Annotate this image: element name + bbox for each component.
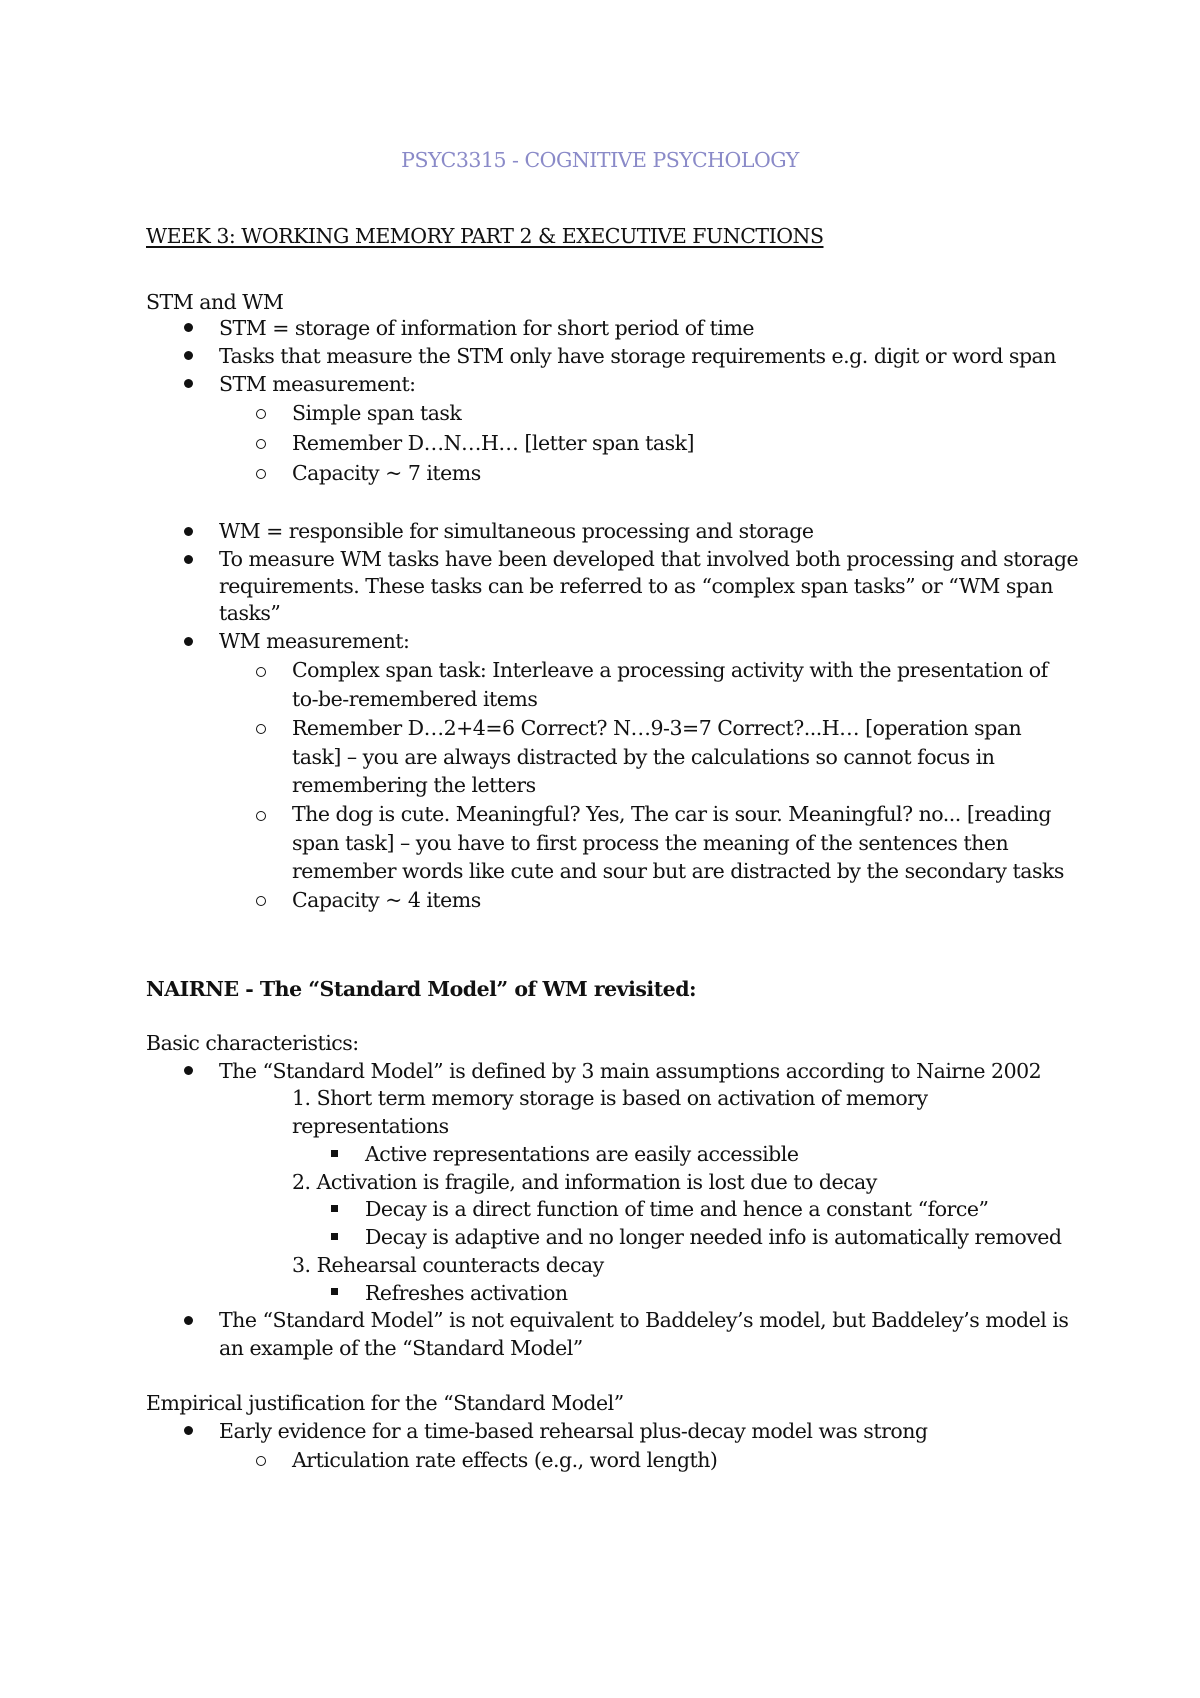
bullet-icon (184, 1426, 193, 1435)
wm-sub-line: Remember D…2+4=6 Correct? N…9-3=7 Correct?...H… [operation span (292, 716, 1022, 740)
stm-wm-heading: STM and WM (146, 290, 284, 314)
stm-bullet: STM = storage of information for short period of time (219, 316, 755, 340)
sub-bullet-icon (256, 667, 266, 677)
wm-bullet-line: tasks” (219, 601, 281, 625)
basic-characteristics-heading: Basic characteristics: (146, 1031, 359, 1055)
sub-bullet-icon (256, 1456, 266, 1466)
assumption-sub-item: Decay is a direct function of time and hence a constant “force” (365, 1197, 989, 1221)
bullet-icon (184, 555, 193, 564)
sub-bullet-icon (256, 896, 266, 906)
square-bullet-icon (331, 1233, 338, 1240)
square-bullet-icon (331, 1205, 338, 1212)
empirical-heading: Empirical justification for the “Standard Model” (146, 1391, 624, 1415)
bullet-icon (184, 637, 193, 646)
assumption-sub-item: Active representations are easily accessible (365, 1142, 799, 1166)
nairne-bullet-line: The “Standard Model” is not equivalent to Baddeley’s model, but Baddeley’s model is (219, 1308, 1069, 1332)
course-title: PSYC3315 - COGNITIVE PSYCHOLOGY (401, 148, 799, 172)
assumption-1-line: 1. Short term memory storage is based on activation of memory (292, 1086, 928, 1110)
bullet-icon (184, 379, 193, 388)
nairne-bullet-line: an example of the “Standard Model” (219, 1336, 583, 1360)
bullet-icon (184, 351, 193, 360)
sub-bullet-icon (256, 409, 266, 419)
wm-sub-line: The dog is cute. Meaningful? Yes, The car is sour. Meaningful? no... [reading (292, 802, 1051, 826)
assumption-3: 3. Rehearsal counteracts decay (292, 1253, 604, 1277)
sub-bullet-icon (256, 724, 266, 734)
bullet-icon (184, 323, 193, 332)
wm-bullet-line: To measure WM tasks have been developed that involved both processing and storage (219, 547, 1079, 571)
sub-bullet-icon (256, 439, 266, 449)
stm-sub-item: Simple span task (292, 401, 462, 425)
sub-bullet-icon (256, 811, 266, 821)
wm-bullet: WM = responsible for simultaneous processing and storage (219, 519, 814, 543)
stm-bullet: STM measurement: (219, 372, 416, 396)
square-bullet-icon (331, 1150, 338, 1157)
wm-sub-line: Capacity ~ 4 items (292, 888, 481, 912)
assumption-sub-item: Decay is adaptive and no longer needed info is automatically removed (365, 1225, 1062, 1249)
empirical-sub-item: Articulation rate effects (e.g., word length) (292, 1448, 718, 1472)
stm-bullet: Tasks that measure the STM only have storage requirements e.g. digit or word span (219, 344, 1056, 368)
empirical-bullet: Early evidence for a time-based rehearsal plus-decay model was strong (219, 1419, 928, 1443)
bullet-icon (184, 1316, 193, 1325)
assumption-2: 2. Activation is fragile, and information is lost due to decay (292, 1170, 877, 1194)
square-bullet-icon (331, 1288, 338, 1295)
bullet-icon (184, 527, 193, 536)
stm-sub-item: Remember D…N…H… [letter span task] (292, 431, 695, 455)
sub-bullet-icon (256, 469, 266, 479)
wm-sub-line: remember words like cute and sour but are distracted by the secondary tasks (292, 859, 1064, 883)
wm-bullet-line: requirements. These tasks can be referred to as “complex span tasks” or “WM span (219, 574, 1053, 598)
wm-sub-line: task] – you are always distracted by the calculations so cannot focus in (292, 745, 995, 769)
wm-sub-line: remembering the letters (292, 773, 536, 797)
assumption-1-line: representations (292, 1114, 449, 1138)
nairne-bullet: The “Standard Model” is defined by 3 main assumptions according to Nairne 2002 (219, 1059, 1042, 1083)
wm-bullet: WM measurement: (219, 629, 410, 653)
bullet-icon (184, 1066, 193, 1075)
wm-sub-line: span task] – you have to first process the meaning of the sentences then (292, 831, 1009, 855)
wm-sub-line: to-be-remembered items (292, 687, 538, 711)
week-heading: WEEK 3: WORKING MEMORY PART 2 & EXECUTIVE FUNCTIONS (146, 224, 824, 248)
stm-sub-item: Capacity ~ 7 items (292, 461, 481, 485)
nairne-heading: NAIRNE - The “Standard Model” of WM revisited: (146, 977, 697, 1001)
wm-sub-line: Complex span task: Interleave a processing activity with the presentation of (292, 658, 1048, 682)
assumption-sub-item: Refreshes activation (365, 1281, 568, 1305)
